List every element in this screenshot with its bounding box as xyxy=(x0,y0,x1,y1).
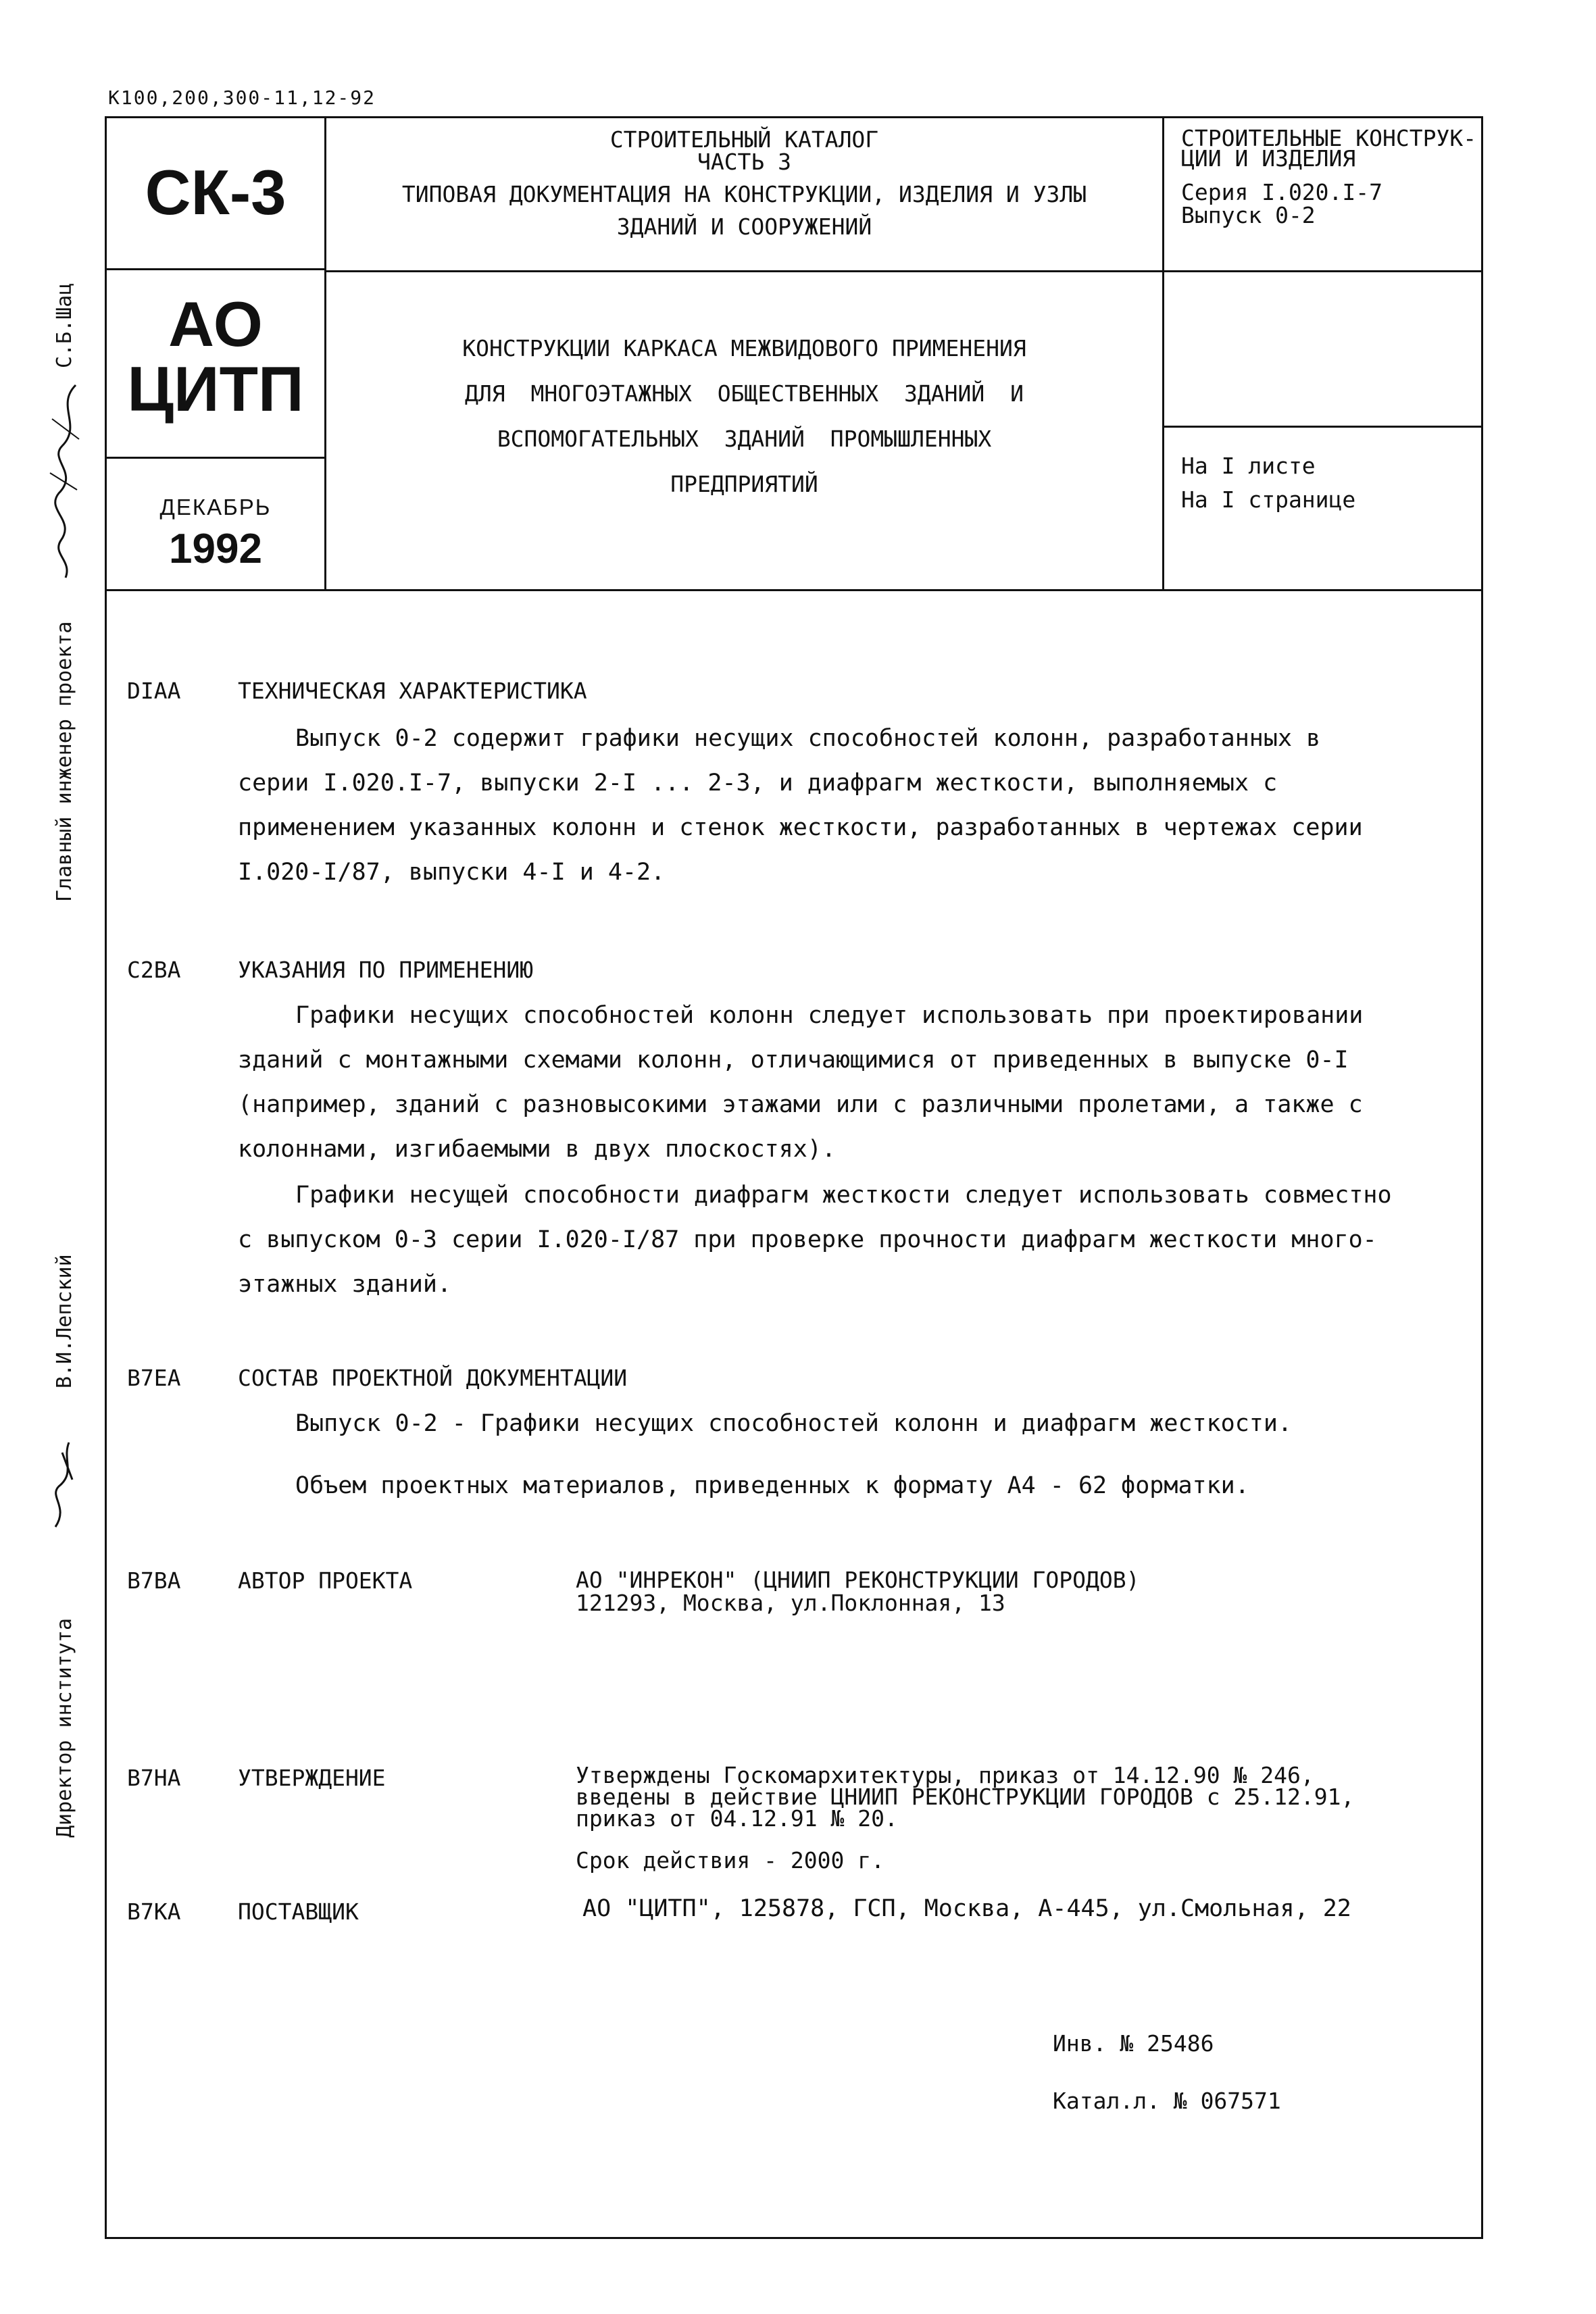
catalog-sheet-value: 067571 xyxy=(1200,2088,1281,2114)
catalog-sheet-label: Катал.л. № xyxy=(1053,2088,1187,2114)
author-line-1: АО "ИНРЕКОН" (ЦНИИП РЕКОНСТРУКЦИИ ГОРОДОВ) xyxy=(576,1567,1140,1593)
tech-line-4: I.020-I/87, выпуски 4-I и 4-2. xyxy=(238,859,666,886)
month: ДЕКАБРЬ xyxy=(159,495,272,520)
sheets-count: На I листе xyxy=(1181,453,1316,479)
approval-line-2: введены в действие ЦНИИП РЕКОНСТРУКЦИИ ГОРОДОВ с 25.12.91, xyxy=(576,1784,1355,1810)
section-title-tech: ТЕХНИЧЕСКАЯ ХАРАКТЕРИСТИКА xyxy=(238,678,587,704)
header-divider-right xyxy=(1162,116,1164,589)
usage-p2-line-3: этажных зданий. xyxy=(238,1271,452,1298)
right-line-2: ЦИИ И ИЗДЕЛИЯ xyxy=(1181,145,1356,172)
section-title-author: АВТОР ПРОЕКТА xyxy=(238,1567,413,1594)
composition-volume: Объем проектных материалов, приведенных к формату А4 - 62 форматки. xyxy=(295,1472,1249,1499)
title-line-3: ВСПОМОГАТЕЛЬНЫХ ЗДАНИЙ ПРОМЫШЛЕННЫХ xyxy=(497,426,992,452)
section-code-supplier: B7KA xyxy=(127,1898,181,1925)
catalog-sheet-number xyxy=(1053,2088,1281,2114)
inventory-value: 25486 xyxy=(1147,2030,1214,2057)
composition-issue: Выпуск 0-2 - Графики несущих способностей колонн и диафрагм жесткости. xyxy=(295,1410,1293,1437)
catalog-line-1: СТРОИТЕЛЬНЫЙ КАТАЛОГ xyxy=(609,126,879,153)
usage-p1-line-2: зданий с монтажными схемами колонн, отличающимися от приведенных в выпуске 0-I xyxy=(238,1047,1349,1074)
chief-engineer-signature xyxy=(42,378,89,581)
org-line-1: АО xyxy=(168,288,263,359)
usage-p2-line-2: с выпуском 0-3 серии I.020-I/87 при проверке прочности диафрагм жесткости много- xyxy=(238,1226,1377,1253)
title-line-4: ПРЕДПРИЯТИЙ xyxy=(670,471,818,497)
usage-p1-line-1: Графики несущих способностей колонн следует использовать при проектировании xyxy=(295,1002,1364,1029)
title-line-2: ДЛЯ МНОГОЭТАЖНЫХ ОБЩЕСТВЕННЫХ ЗДАНИЙ И xyxy=(465,380,1024,407)
year: 1992 xyxy=(169,526,262,572)
author-line-2: 121293, Москва, ул.Поклонная, 13 xyxy=(576,1590,1005,1616)
usage-p2-line-1: Графики несущей способности диафрагм жесткости следует использовать совместно xyxy=(295,1182,1392,1209)
header-rule-top xyxy=(324,270,1483,272)
director-signature xyxy=(42,1439,82,1540)
series-number: Серия I.020.I-7 xyxy=(1181,179,1383,205)
tech-line-1: Выпуск 0-2 содержит графики несущих способностей колонн, разработанных в xyxy=(295,725,1321,752)
series-code: СК-3 xyxy=(145,157,286,228)
section-title-approval: УТВЕРЖДЕНИЕ xyxy=(238,1765,386,1791)
section-title-usage: УКАЗАНИЯ ПО ПРИМЕНЕНИЮ xyxy=(238,957,534,983)
approval-validity: Срок действия - 2000 г. xyxy=(576,1847,884,1873)
header-rule-left-2 xyxy=(105,457,326,459)
header-rule-right xyxy=(1162,426,1483,428)
pages-count: На I странице xyxy=(1181,486,1356,513)
section-title-supplier: ПОСТАВЩИК xyxy=(238,1898,359,1925)
section-code-tech: DIAA xyxy=(127,678,181,704)
supplier-line: АО "ЦИТП", 125878, ГСП, Москва, А-445, ул.Смольная, 22 xyxy=(582,1895,1351,1922)
usage-p1-line-3: (например, зданий с разновысокими этажами или с различными пролетами, а также с xyxy=(238,1091,1363,1118)
section-code-author: B7BA xyxy=(127,1567,181,1594)
document-code: К100,200,300-11,12-92 xyxy=(108,86,376,109)
title-line-1: КОНСТРУКЦИИ КАРКАСА МЕЖВИДОВОГО ПРИМЕНЕНИЯ xyxy=(462,335,1026,361)
section-title-composition: СОСТАВ ПРОЕКТНОЙ ДОКУМЕНТАЦИИ xyxy=(238,1365,628,1391)
catalog-line-2: ЧАСТЬ 3 xyxy=(697,149,792,175)
director-label: Директор института xyxy=(53,1617,76,1838)
section-code-approval: B7HA xyxy=(127,1765,181,1791)
header-rule-left-1 xyxy=(105,268,326,270)
inventory-label: Инв. № xyxy=(1053,2030,1134,2057)
issue-number: Выпуск 0-2 xyxy=(1181,202,1316,228)
inventory-number xyxy=(1053,2030,1214,2057)
approval-line-1: Утверждены Госкомархитектуры, приказ от 14.12.90 № 246, xyxy=(576,1762,1314,1788)
header-rule-bottom xyxy=(105,589,1483,591)
section-code-composition: B7EA xyxy=(127,1365,181,1391)
right-line-1: СТРОИТЕЛЬНЫЕ КОНСТРУК- xyxy=(1181,125,1477,151)
tech-line-2: серии I.020.I-7, выпуски 2-I ... 2-3, и диафрагм жесткости, выполняемых с xyxy=(238,770,1278,797)
director-name: В.И.Лепский xyxy=(53,1254,76,1388)
catalog-line-3: ТИПОВАЯ ДОКУМЕНТАЦИЯ НА КОНСТРУКЦИИ, ИЗДЕЛИЯ И УЗЛЫ xyxy=(401,181,1087,207)
catalog-line-4: ЗДАНИЙ И СООРУЖЕНИЙ xyxy=(616,213,872,240)
approval-line-3: приказ от 04.12.91 № 20. xyxy=(576,1805,898,1832)
usage-p1-line-4: колоннами, изгибаемыми в двух плоскостях). xyxy=(238,1136,837,1163)
chief-engineer-label: Главный инженер проекта xyxy=(53,621,76,902)
section-code-usage: C2BA xyxy=(127,957,181,983)
org-line-2: ЦИТП xyxy=(127,353,304,424)
tech-line-3: применением указанных колонн и стенок жесткости, разработанных в чертежах серии xyxy=(238,814,1363,841)
chief-engineer-name: С.Б.Шац xyxy=(53,282,76,368)
